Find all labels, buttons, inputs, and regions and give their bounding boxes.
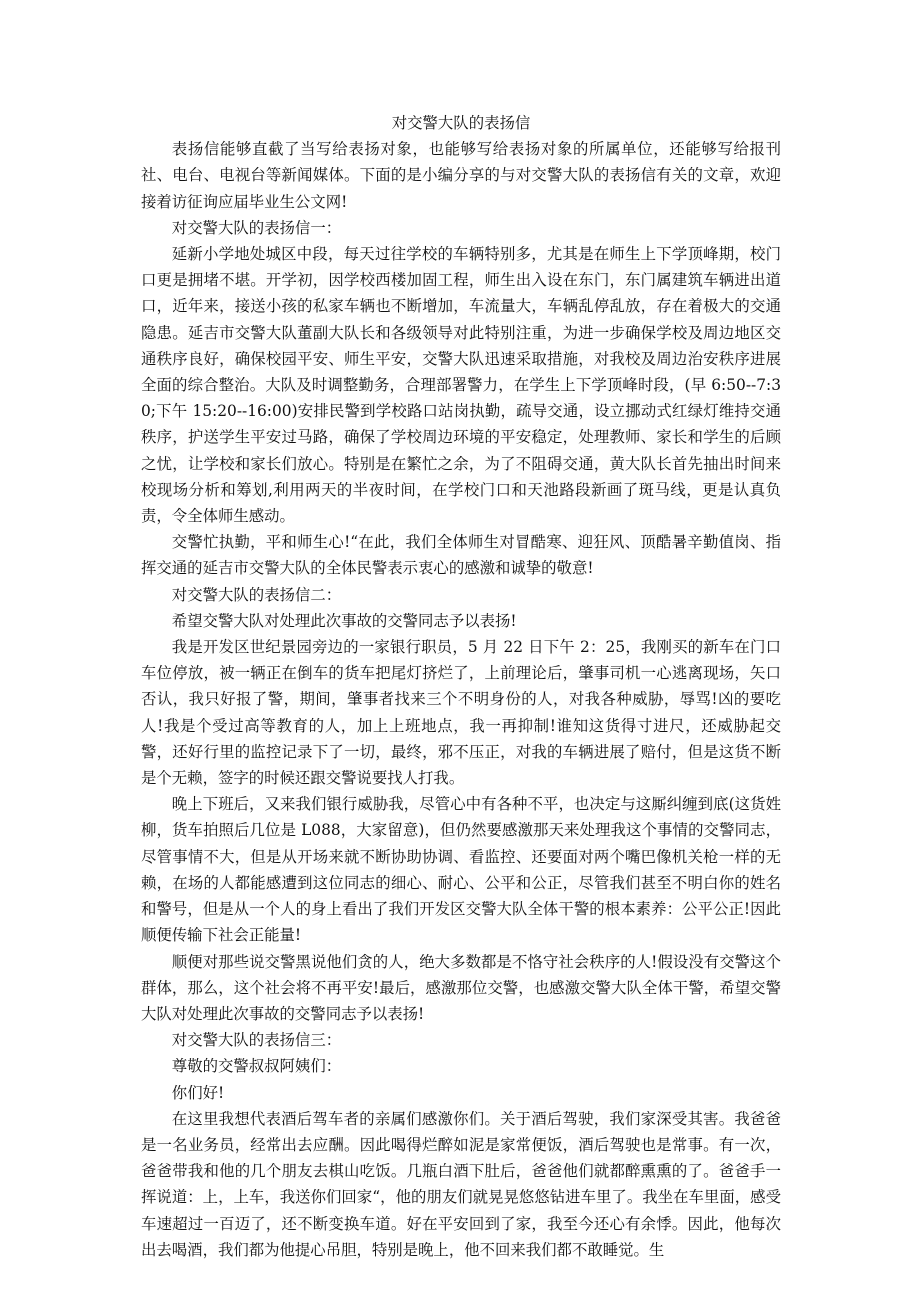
letter-one-body: 延新小学地处城区中段，每天过往学校的车辆特别多，尤其是在师生上下学顶峰期，校门口更是拥堵不堪。开学初，因学校西楼加固工程，师生出入设在东门，东门属建筑车辆进出道口，近年来，接送小孩的私家车辆也不断增加，车流量大，车辆乱停乱放，存在着极大的交通隐患。延吉市交警大队董副大队长和各级领导对此特别注重，为进一步确保学校及周边地区交通秩序良好，确保校园平安、师生平安，交警大队迅速采取措施，对我校及周边治安秩序进展全面的综合整治。大队及时调整勤务，合理部署警力，在学生上下学顶峰时段，(早 6:50--7:30;下午 15:20--16:00)安排民警到学校路口站岗执勤，疏导交通，设立挪动式红绿灯维持交通秩序，护送学生平安过马路，确保了学校周边环境的平安稳定，处理教师、家长和学生的后顾之忧，让学校和家长们放心。特别是在繁忙之余，为了不阻碍交通，黄大队长首先抽出时间来校现场分析和筹划,利用两天的半夜时间，在学校门口和天池路段新画了斑马线，更是认真负责，令全体师生感动。 [141,245,781,526]
document-page [141,110,781,1263]
letter-two-body-2: 晚上下班后，又来我们银行威胁我，尽管心中有各种不平，也决定与这厮纠缠到底(这货姓柳，货车拍照后几位是 L088，大家留意)，但仍然要感激那天来处理我这个事情的交警同志，尽管事情不大，但是从开场来就不断协助协调、看监控、还要面对两个嘴巴像机关枪一样的无赖，在场的人都能感遭到这位同志的细心、耐心、公平和公正，尽管我们甚至不明白你的姓名和警号，但是从一个人的身上看出了我们开发区交警大队全体干警的根本素养：公平公正!因此顺便传输下社会正能量! [141,795,781,945]
intro-paragraph: 表扬信能够直截了当写给表扬对象，也能够写给表扬对象的所属单位，还能够写给报刊社、电台、电视台等新闻媒体。下面的是小编分享的与对交警大队的表扬信有关的文章，欢迎接着访征询应届毕业生公文网! [141,140,781,211]
letter-three-salutation: 尊敬的交警叔叔阿姨们： [171,1057,342,1076]
letter-one-closing: 交警忙执勤，平和师生心!“在此，我们全体师生对冒酷寒、迎狂风、顶酷暑辛勤值岗、指挥交通的延吉市交警大队的全体民警表示衷心的感激和诚挚的敬意! [141,533,781,578]
document-title: 对交警大队的表扬信 [391,114,531,132]
letter-two-subject: 希望交警大队对处理此次事故的交警同志予以表扬! [171,611,517,630]
letter-two-body-1: 我是开发区世纪景园旁边的一家银行职员，5 月 22 日下午 2：25，我刚买的新车在门口车位停放，被一辆正在倒车的货车把尾灯挤烂了，上前理论后，肇事司机一心逃离现场，矢口否认，我只好报了警，期间，肇事者找来三个不明身份的人，对我各种威胁，辱骂!凶的要吃人!我是个受过高等教育的人，加上上班地点，我一再抑制!谁知这货得寸进尺，还威胁起交警，还好行里的监控记录下了一切，最终，邪不压正，对我的车辆进展了赔付，但是这货不断是个无赖，签字的时候还跟交警说要找人打我。 [141,638,781,788]
letter-three-greeting: 你们好! [171,1083,225,1102]
letter-two-heading: 对交警大队的表扬信二： [171,585,342,604]
letter-two-body-3: 顺便对那些说交警黑说他们贪的人，绝大多数都是不恪守社会秩序的人!假设没有交警这个群体，那么，这个社会将不再平安!最后，感激那位交警，也感激交警大队全体干警，希望交警大队对处理此次事故的交警同志予以表扬! [141,952,781,1023]
letter-three-heading: 对交警大队的表扬信三： [171,1031,342,1050]
letter-three-body: 在这里我想代表酒后驾车者的亲属们感激你们。关于酒后驾驶，我们家深受其害。我爸爸是一名业务员，经常出去应酬。因此喝得烂醉如泥是家常便饭，酒后驾驶也是常事。有一次，爸爸带我和他的几个朋友去棋山吃饭。几瓶白酒下肚后，爸爸他们就都醉熏熏的了。爸爸手一挥说道：上，上车，我送你们回家“，他的朋友们就晃晃悠悠钻进车里了。我坐在车里面，感受车速超过一百迈了，还不断变换车道。好在平安回到了家，我至今还心有余悸。因此，他每次出去喝酒，我们都为他提心吊胆，特别是晚上，他不回来我们都不敢睡觉。生 [141,1109,781,1259]
letter-one-heading: 对交警大队的表扬信一： [171,218,342,237]
